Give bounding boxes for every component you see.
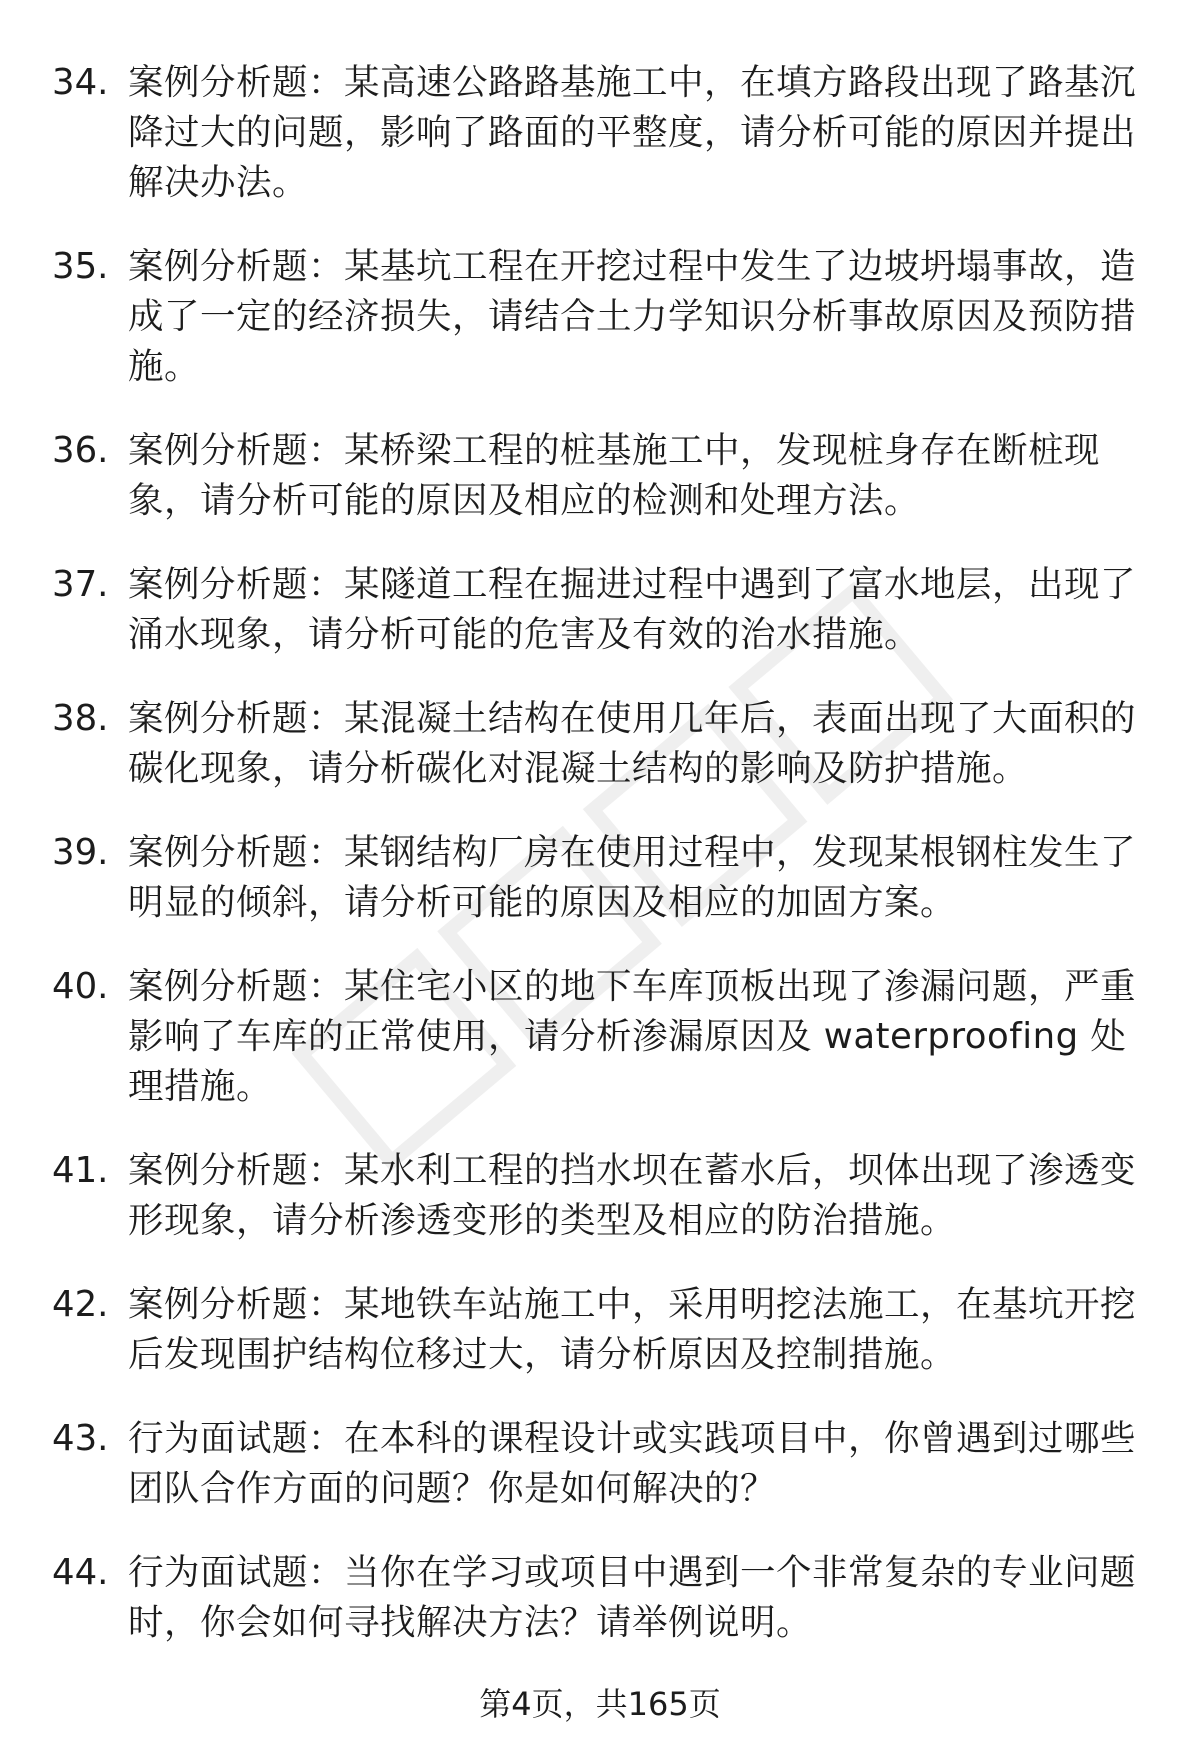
question-item — [0, 828, 1200, 928]
question-number: 44. — [52, 1552, 109, 1593]
question-number: 43. — [52, 1418, 109, 1459]
question-item — [0, 58, 1200, 208]
question-number: 42. — [52, 1284, 109, 1325]
question-item — [0, 1280, 1200, 1380]
question-item — [0, 1146, 1200, 1246]
question-number: 41. — [52, 1150, 109, 1191]
question-item — [0, 694, 1200, 794]
question-text: 案例分析题：某钢结构厂房在使用过程中，发现某根钢柱发生了明显的倾斜，请分析可能的原因及相应的加固方案。 — [128, 832, 1137, 923]
question-number: 39. — [52, 832, 109, 873]
question-item — [0, 1548, 1200, 1648]
question-text: 行为面试题：在本科的课程设计或实践项目中，你曾遇到过哪些团队合作方面的问题？你是如何解决的？ — [128, 1418, 1137, 1509]
question-number: 37. — [52, 564, 109, 605]
question-item — [0, 242, 1200, 392]
question-text: 行为面试题：当你在学习或项目中遇到一个非常复杂的专业问题时，你会如何寻找解决方法？请举例说明。 — [128, 1552, 1137, 1643]
question-number: 38. — [52, 698, 109, 739]
page-footer: 第4页，共165页 — [479, 1685, 721, 1723]
question-item — [0, 426, 1200, 526]
question-text: 案例分析题：某基坑工程在开挖过程中发生了边坡坍塌事故，造成了一定的经济损失，请结合土力学知识分析事故原因及预防措施。 — [128, 246, 1137, 387]
question-text: 案例分析题：某水利工程的挡水坝在蓄水后，坝体出现了渗透变形现象，请分析渗透变形的类型及相应的防治措施。 — [128, 1150, 1137, 1241]
question-number: 34. — [52, 62, 109, 103]
question-number: 36. — [52, 430, 109, 471]
question-number: 40. — [52, 966, 109, 1007]
question-item — [0, 962, 1200, 1112]
question-text: 案例分析题：某高速公路路基施工中，在填方路段出现了路基沉降过大的问题，影响了路面的平整度，请分析可能的原因并提出解决办法。 — [128, 62, 1137, 203]
question-text: 案例分析题：某住宅小区的地下车库顶板出现了渗漏问题，严重影响了车库的正常使用，请分析渗漏原因及 waterproofing 处理措施。 — [128, 966, 1137, 1107]
question-text: 案例分析题：某地铁车站施工中，采用明挖法施工，在基坑开挖后发现围护结构位移过大，请分析原因及控制措施。 — [128, 1284, 1137, 1375]
question-item — [0, 560, 1200, 660]
question-text: 案例分析题：某隧道工程在掘进过程中遇到了富水地层，出现了涌水现象，请分析可能的危害及有效的治水措施。 — [128, 564, 1137, 655]
question-text: 案例分析题：某混凝土结构在使用几年后，表面出现了大面积的碳化现象，请分析碳化对混凝土结构的影响及防护措施。 — [128, 698, 1137, 789]
question-list — [0, 58, 1200, 1682]
question-item — [0, 1414, 1200, 1514]
question-text: 案例分析题：某桥梁工程的桩基施工中，发现桩身存在断桩现象，请分析可能的原因及相应的检测和处理方法。 — [128, 430, 1101, 521]
question-number: 35. — [52, 246, 109, 287]
